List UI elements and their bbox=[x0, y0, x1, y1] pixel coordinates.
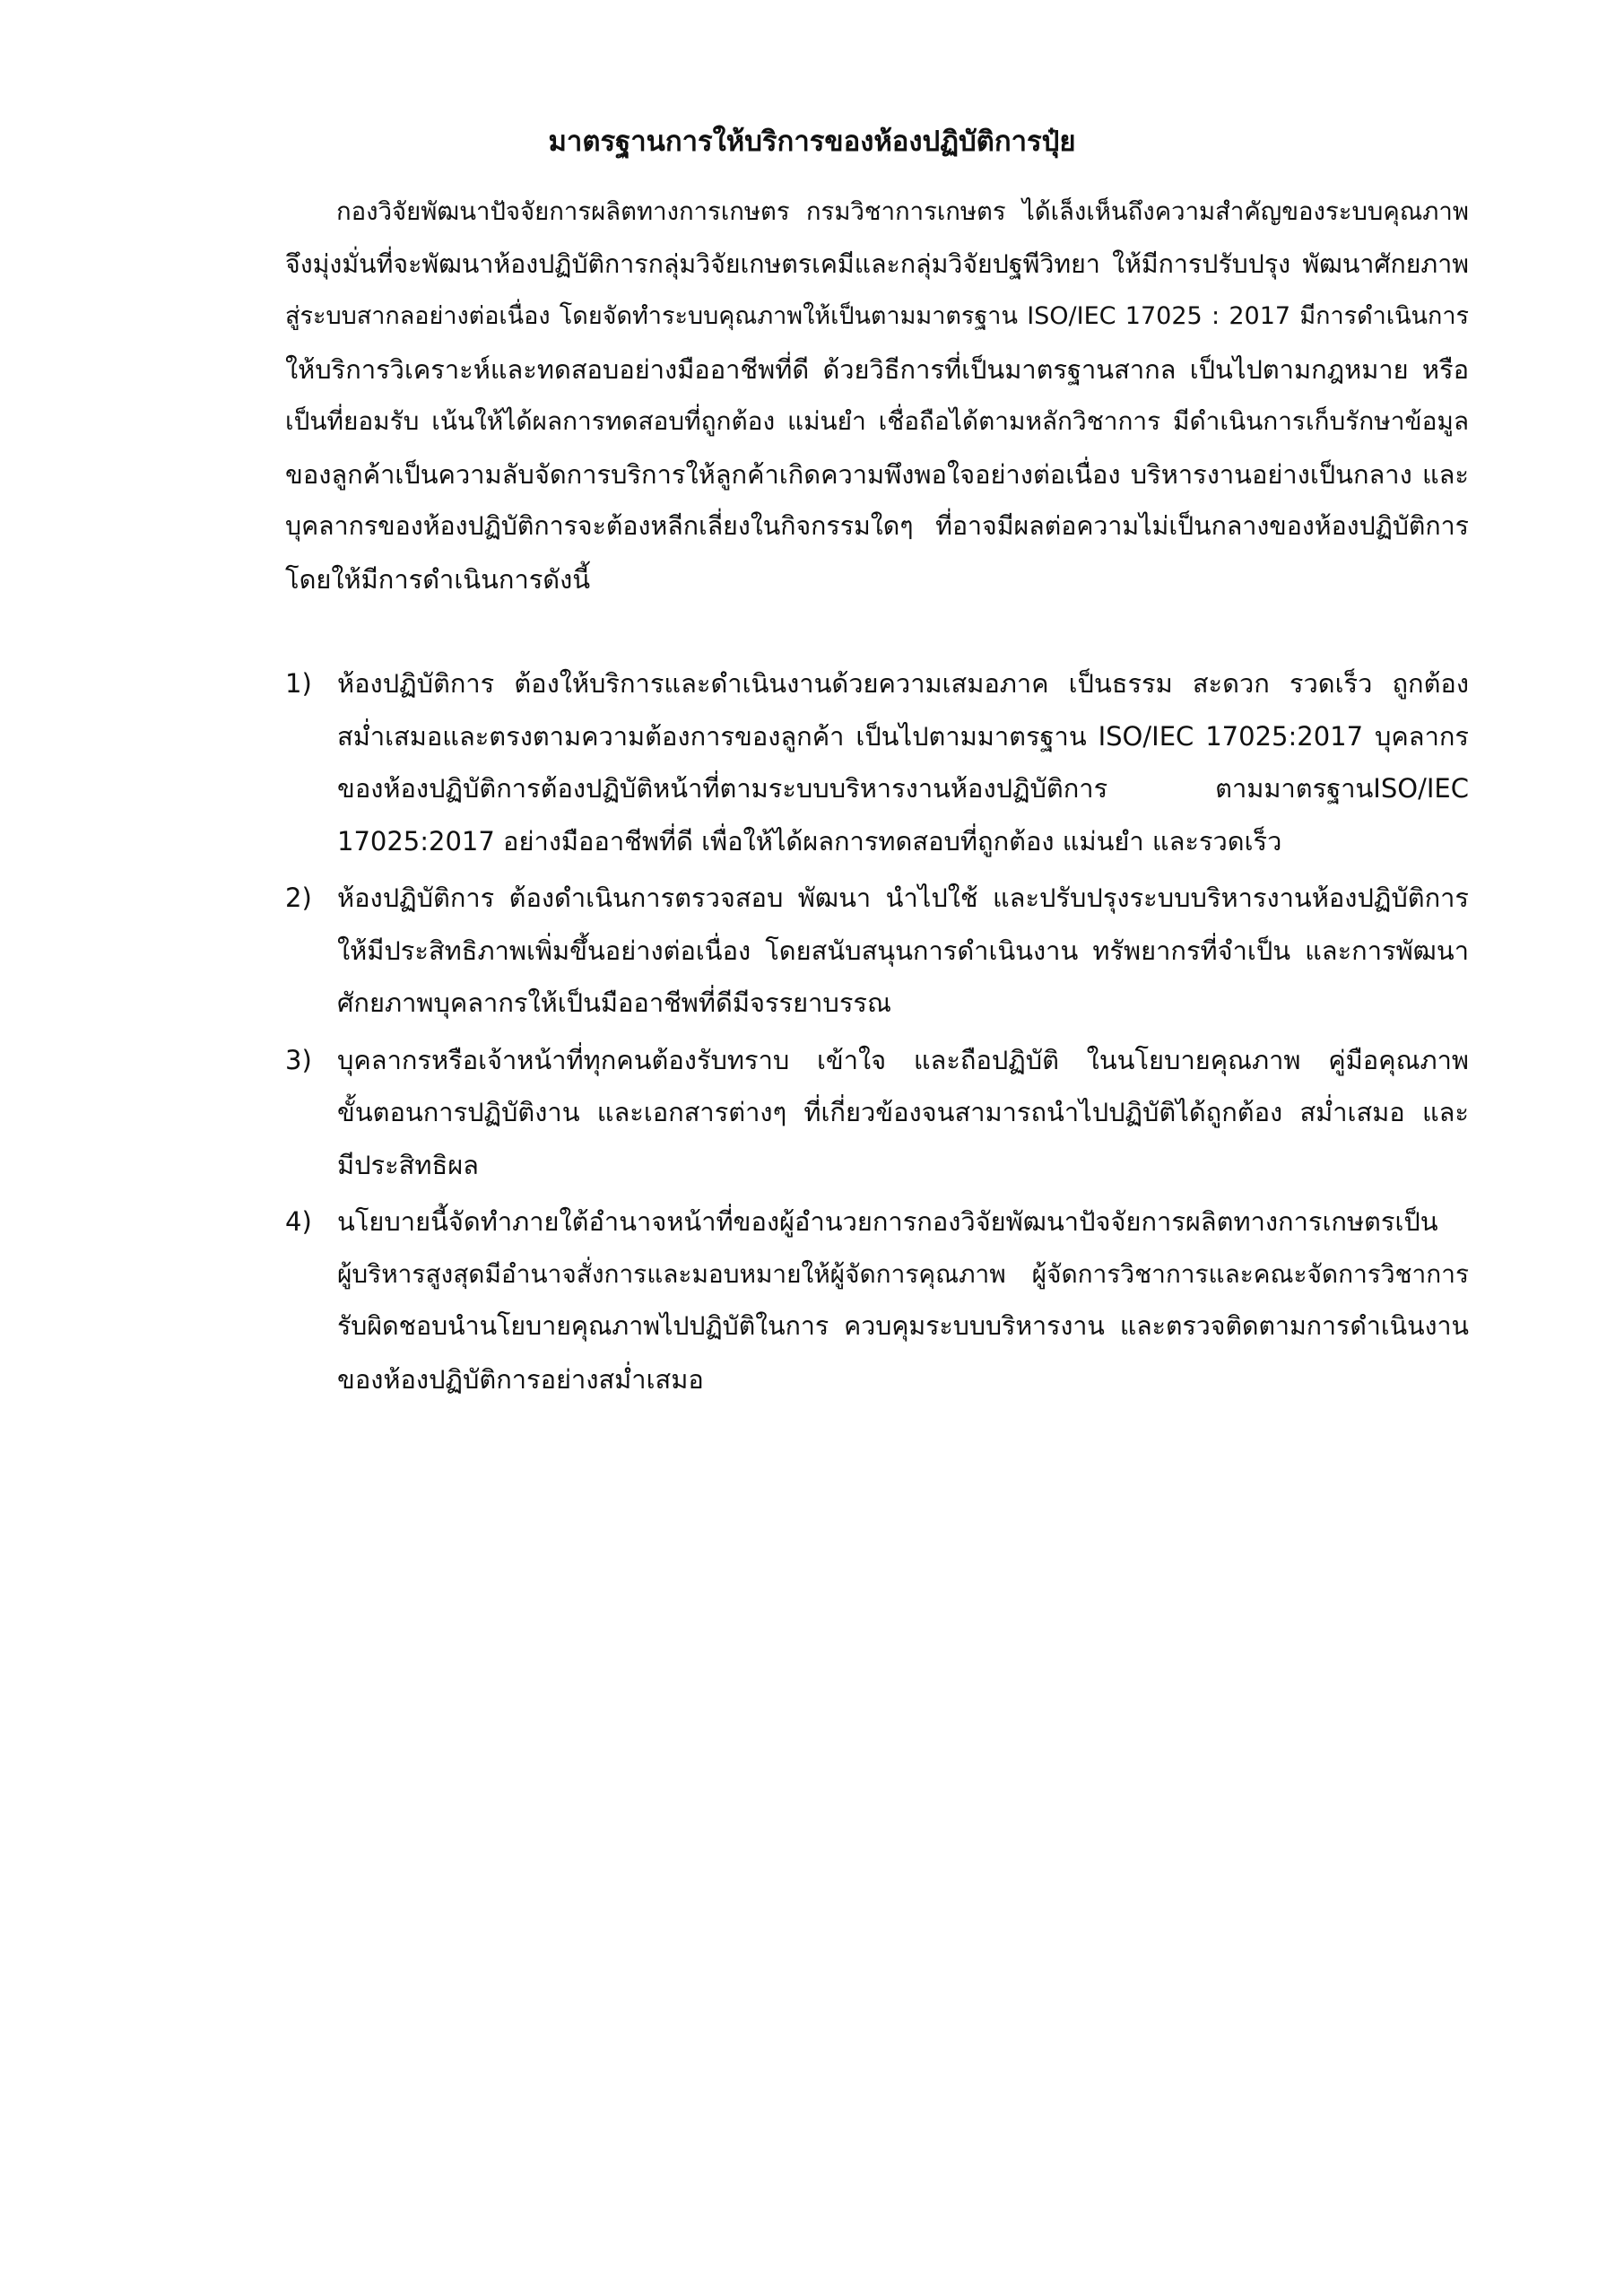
document-title: มาตรฐานการให้บริการของห้องปฏิบัติการปุ๋ย bbox=[548, 126, 1076, 158]
policy-item-2 bbox=[285, 872, 1469, 1030]
item-number: 2) bbox=[285, 883, 312, 913]
item-number: 3) bbox=[285, 1044, 312, 1075]
item-line: ของห้องปฏิบัติการอย่างสม่ำเสมอ bbox=[337, 1363, 704, 1395]
item-line: ผู้บริหารสูงสุดมีอำนาจสั่งการและมอบหมายให้ผู้จัดการคุณภาพ ผู้จัดการวิชาการและคณะจัดการวิชาการ bbox=[337, 1258, 1469, 1289]
item-line: ของห้องปฏิบัติการต้องปฏิบัติหน้าที่ตามระบบบริหารงานห้องปฏิบัติการ ตามมาตรฐานISO/IEC bbox=[337, 773, 1469, 804]
item-body bbox=[337, 872, 1469, 1030]
intro-line: บุคลากรของห้องปฏิบัติการจะต้องหลีกเลี่ยงในกิจกรรมใดๆ ที่อาจมีผลต่อความไม่เป็นกลางของห้องปฏิบัติการ bbox=[285, 511, 1469, 541]
intro-line: โดยให้มีการดำเนินการดังนี้ bbox=[285, 563, 591, 595]
item-body bbox=[337, 1196, 1469, 1405]
item-line: สม่ำเสมอและตรงตามความต้องการของลูกค้า เป็นไปตามมาตรฐาน ISO/IEC 17025:2017 บุคลากร bbox=[337, 720, 1469, 752]
item-body bbox=[337, 657, 1469, 867]
intro-line: ของลูกค้าเป็นความลับจัดการบริการให้ลูกค้าเกิดความพึงพอใจอย่างต่อเนื่อง บริหารงานอย่างเป็นกลาง และ bbox=[285, 458, 1469, 490]
item-line: ขั้นตอนการปฏิบัติงาน และเอกสารต่างๆ ที่เกี่ยวข้องจนสามารถนำไปปฏิบัติได้ถูกต้อง สม่ำเสมอ และ bbox=[337, 1097, 1469, 1127]
item-line: ห้องปฏิบัติการ ต้องให้บริการและดำเนินงานด้วยความเสมอภาค เป็นธรรม สะดวก รวดเร็ว ถูกต้อง bbox=[337, 668, 1469, 699]
intro-line: ให้บริการวิเคราะห์และทดสอบอย่างมืออาชีพที่ดี ด้วยวิธีการที่เป็นมาตรฐานสากล เป็นไปตามกฎหมาย หรือ bbox=[285, 353, 1469, 385]
item-body bbox=[337, 1034, 1469, 1192]
item-line: 17025:2017 อย่างมืออาชีพที่ดี เพื่อให้ได้ผลการทดสอบที่ถูกต้อง แม่นยำ และรวดเร็ว bbox=[337, 825, 1282, 857]
item-line: นโยบายนี้จัดทำภายใต้อำนาจหน้าที่ของผู้อำนวยการกองวิจัยพัฒนาปัจจัยการผลิตทางการเกษตรเป็น bbox=[337, 1206, 1438, 1237]
item-line: มีประสิทธิผล bbox=[337, 1149, 479, 1180]
policy-list bbox=[285, 657, 1469, 1410]
item-number: 1) bbox=[285, 668, 312, 699]
policy-item-3 bbox=[285, 1034, 1469, 1192]
item-line: บุคลากรหรือเจ้าหน้าที่ทุกคนต้องรับทราบ เข้าใจ และถือปฏิบัติ ในนโยบายคุณภาพ คู่มือคุณภาพ bbox=[337, 1044, 1469, 1075]
item-line: รับผิดชอบนำนโยบายคุณภาพไปปฏิบัติในการ ควบคุมระบบบริหารงาน และตรวจติดตามการดำเนินงาน bbox=[337, 1311, 1469, 1341]
intro-line: เป็นที่ยอมรับ เน้นให้ได้ผลการทดสอบที่ถูกต้อง แม่นยำ เชื่อถือได้ตามหลักวิชาการ มีดำเนินการเก็บรักษาข้อมูล bbox=[285, 406, 1469, 436]
intro-line: สู่ระบบสากลอย่างต่อเนื่อง โดยจัดทำระบบคุณภาพให้เป็นตามมาตรฐาน ISO/IEC 17025 : 2017 มีการดำเนินการ bbox=[285, 302, 1469, 330]
intro-paragraph bbox=[285, 186, 1469, 605]
intro-line: จึงมุ่งมั่นที่จะพัฒนาห้องปฏิบัติการกลุ่มวิจัยเกษตรเคมีและกลุ่มวิจัยปฐพีวิทยา ให้มีการปรับปรุง พัฒนาศักยภาพ bbox=[285, 248, 1469, 279]
item-line: ให้มีประสิทธิภาพเพิ่มขึ้นอย่างต่อเนื่อง โดยสนับสนุนการดำเนินงาน ทรัพยากรที่จำเป็น และการพัฒนา bbox=[337, 935, 1469, 966]
item-line: ห้องปฏิบัติการ ต้องดำเนินการตรวจสอบ พัฒนา นำไปใช้ และปรับปรุงระบบบริหารงานห้องปฏิบัติการ bbox=[337, 883, 1469, 913]
policy-item-4 bbox=[285, 1196, 1469, 1405]
intro-line: กองวิจัยพัฒนาปัจจัยการผลิตทางการเกษตร กรมวิชาการเกษตร ได้เล็งเห็นถึงความสำคัญของระบบคุณภาพ bbox=[336, 197, 1469, 226]
item-line: ศักยภาพบุคลากรให้เป็นมืออาชีพที่ดีมีจรรยาบรรณ bbox=[337, 987, 891, 1018]
item-number: 4) bbox=[285, 1206, 312, 1237]
policy-item-1 bbox=[285, 657, 1469, 867]
